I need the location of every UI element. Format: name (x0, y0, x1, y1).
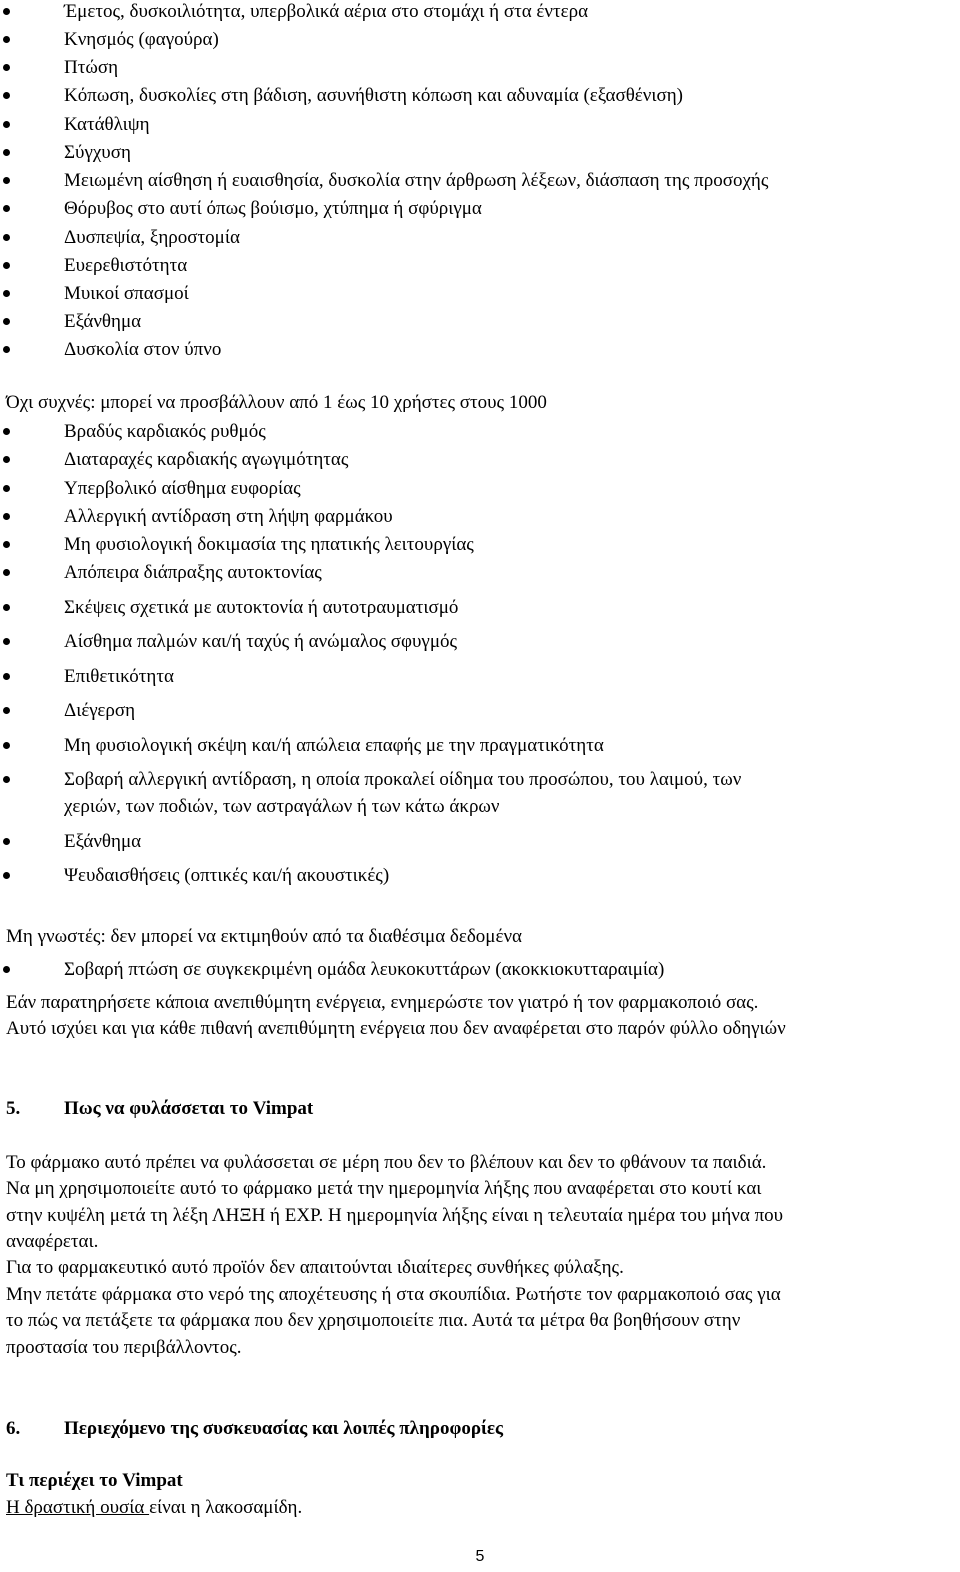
bullet-icon (3, 456, 10, 463)
bullet-icon (3, 673, 10, 680)
bullet-icon (3, 234, 10, 241)
bullet-icon (3, 742, 10, 749)
bullet-icon (3, 177, 10, 184)
section-number: 5. (6, 1098, 21, 1119)
bullet-icon (3, 513, 10, 520)
paragraph-line: Για το φαρμακευτικό αυτό προϊόν δεν απαιτούνται ιδιαίτερες συνθήκες φύλαξης. (6, 1257, 624, 1278)
section-title: Περιεχόμενο της συσκευασίας και λοιπές πληροφορίες (64, 1418, 504, 1439)
section-5-heading (6, 1098, 314, 1120)
bullet-icon (3, 205, 10, 212)
bullet-icon (3, 428, 10, 435)
bullet-icon (3, 64, 10, 71)
bullet-icon (3, 121, 10, 128)
bullet-icon (3, 92, 10, 99)
report-line: Εάν παρατηρήσετε κάποια ανεπιθύμητη ενέργεια, ενημερώστε τον γιατρό ή τον φαρμακοποιό σας. (6, 992, 759, 1013)
paragraph-line: το πώς να πετάξετε τα φάρμακα που δεν χρησιμοποιείτε πια. Αυτά τα μέτρα θα βοηθήσουν στην (6, 1310, 741, 1331)
unknown-heading: Μη γνωστές: δεν μπορεί να εκτιμηθούν από τα διαθέσιμα δεδομένα (6, 926, 522, 947)
bullet-icon (3, 149, 10, 156)
report-line: Αυτό ισχύει και για κάθε πιθανή ανεπιθύμητη ενέργεια που δεν αναφέρεται στο παρόν φύλλο οδηγιών (6, 1018, 786, 1039)
active-substance-line (6, 1497, 302, 1519)
bullet-icon (3, 318, 10, 325)
bullet-icon (3, 541, 10, 548)
paragraph-line: στην κυψέλη μετά τη λέξη ΛΗΞΗ ή EXP. Η ημερομηνία λήξης είναι η τελευταία ημέρα του μήνα που (6, 1205, 784, 1226)
paragraph-line: Το φάρμακο αυτό πρέπει να φυλάσσεται σε μέρη που δεν το βλέπουν και δεν το φθάνουν τα παιδιά. (6, 1152, 767, 1173)
bullet-icon (3, 707, 10, 714)
active-substance-text: είναι η λακοσαμίδη. (149, 1497, 303, 1518)
bullet-icon (3, 262, 10, 269)
bullet-icon (3, 485, 10, 492)
paragraph-line: αναφέρεται. (6, 1231, 99, 1252)
subheading: Τι περιέχει το Vimpat (6, 1470, 183, 1491)
paragraph-line: Να μη χρησιμοποιείτε αυτό το φάρμακο μετά την ημερομηνία λήξης που αναφέρεται στο κουτί και (6, 1178, 762, 1199)
paragraph-line: προστασία του περιβάλλοντος. (6, 1337, 242, 1358)
section-title: Πως να φυλάσσεται το Vimpat (64, 1098, 314, 1119)
active-substance-label: Η δραστική ουσία (6, 1497, 150, 1518)
section-6-heading (6, 1418, 504, 1440)
bullet-icon (3, 604, 10, 611)
page-number: 5 (475, 1548, 485, 1565)
uncommon-heading: Όχι συχνές: μπορεί να προσβάλλουν από 1 έως 10 χρήστες στους 1000 (6, 392, 547, 413)
bullet-icon (3, 8, 10, 15)
paragraph-line: Μην πετάτε φάρμακα στο νερό της αποχέτευσης ή στα σκουπίδια. Ρωτήστε τον φαρμακοποιό σας για (6, 1284, 781, 1305)
bullet-icon (3, 638, 10, 645)
bullet-icon (3, 776, 10, 783)
bullet-icon (3, 290, 10, 297)
bullet-icon (3, 966, 10, 973)
section-number: 6. (6, 1418, 21, 1439)
bullet-icon (3, 872, 10, 879)
bullet-icon (3, 36, 10, 43)
bullet-icon (3, 838, 10, 845)
bullet-icon (3, 569, 10, 576)
bullet-icon (3, 346, 10, 353)
